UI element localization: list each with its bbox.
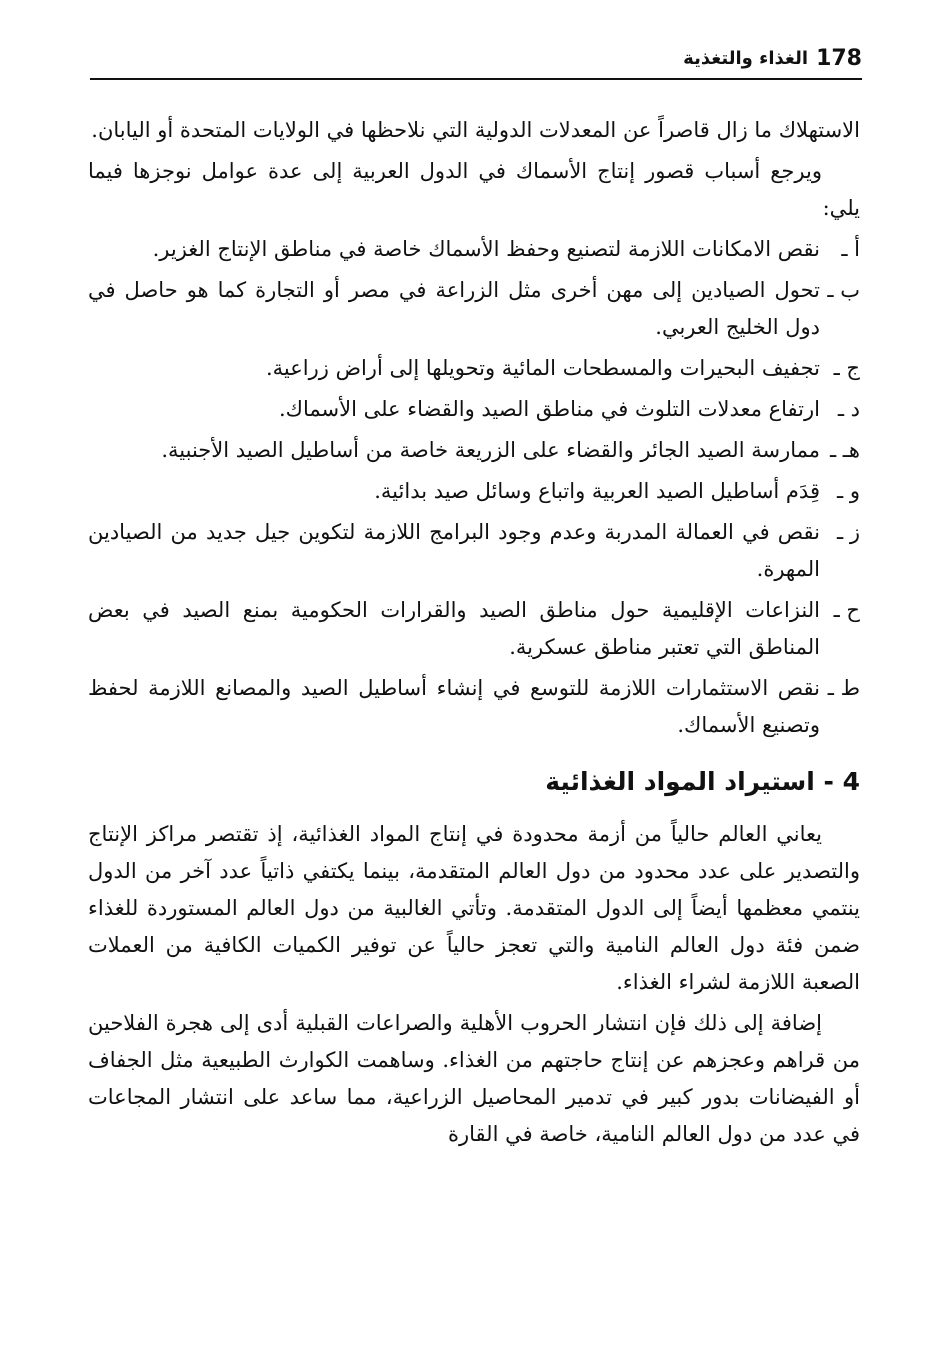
list-item <box>88 514 860 588</box>
list-marker: هـ ـ <box>829 438 860 462</box>
list-item-text: نقص الامكانات اللازمة لتصنيع وحفظ الأسماك خاصة في مناطق الإنتاج الغزير. <box>152 237 820 261</box>
list-item <box>88 592 860 666</box>
list-item-text: ممارسة الصيد الجائر والقضاء على الزريعة خاصة من أساطيل الصيد الأجنبية. <box>161 438 820 462</box>
list-item-text: قِدَم أساطيل الصيد العربية واتباع وسائل صيد بدائية. <box>374 479 820 503</box>
list-item <box>88 473 860 510</box>
list-item <box>88 391 860 428</box>
section-heading <box>88 762 860 802</box>
list-marker: ح ـ <box>833 598 860 622</box>
list-marker: د ـ <box>837 397 860 421</box>
list-item-text: النزاعات الإقليمية حول مناطق الصيد والقرارات الحكومية بمنع الصيد في بعض المناطق التي تعتبر مناطق عسكرية. <box>88 598 820 659</box>
list-item <box>88 670 860 744</box>
continuation-paragraph: الاستهلاك ما زال قاصراً عن المعدلات الدولية التي نلاحظها في الولايات المتحدة أو اليابان. <box>91 118 860 142</box>
page-number: 178 <box>816 46 862 71</box>
list-marker: ز ـ <box>837 520 860 544</box>
list-item <box>88 432 860 469</box>
list-item <box>88 231 860 268</box>
list-marker: ب ـ <box>827 278 860 302</box>
body-paragraph: إضافة إلى ذلك فإن انتشار الحروب الأهلية والصراعات القبلية أدى إلى هجرة الفلاحين من قراهم وعجزهم عن إنتاج حاجتهم من الغذاء. وساهمت الكوارث الطبيعية مثل الجفاف أو الفيضانات بدور كبير في تدمير المحاصيل الزراعية، مما ساعد على انتشار المجاعات في عدد من دول العالم النامية، خاصة في القارة <box>88 1011 860 1146</box>
running-header <box>90 44 862 80</box>
list-marker: ج ـ <box>833 356 860 380</box>
list-item-text: تحول الصيادين إلى مهن أخرى مثل الزراعة في مصر أو التجارة كما هو حاصل في دول الخليج العربي. <box>88 278 820 339</box>
list-item <box>88 272 860 346</box>
list-marker: أ ـ <box>841 237 860 261</box>
list-item-text: تجفيف البحيرات والمسطحات المائية وتحويلها إلى أراض زراعية. <box>265 356 820 380</box>
running-title: الغذاء والتغذية <box>683 48 808 69</box>
reasons-lead-paragraph: ويرجع أسباب قصور إنتاج الأسماك في الدول العربية إلى عدة عوامل نوجزها فيما يلي: <box>88 159 860 220</box>
section-number: 4 - <box>823 767 860 796</box>
reasons-list <box>88 231 860 744</box>
section-title: استيراد المواد الغذائية <box>545 767 815 796</box>
list-marker: ط ـ <box>827 676 860 700</box>
list-item-text: نقص الاستثمارات اللازمة للتوسع في إنشاء أساطيل الصيد والمصانع اللازمة لحفظ وتصنيع الأسماك. <box>88 676 820 737</box>
list-item-text: ارتفاع معدلات التلوث في مناطق الصيد والقضاء على الأسماك. <box>278 397 820 421</box>
body-paragraph: يعاني العالم حالياً من أزمة محدودة في إنتاج المواد الغذائية، إذ تقتصر مراكز الإنتاج والتصدير على عدد محدود من دول العالم المتقدمة، بينما يكتفي ذاتياً عدد آخر من الدول ينتمي معظمها أيضاً إلى الدول المتقدمة. وتأتي الغالبية من دول العالم المستوردة للغذاء ضمن فئة دول العالم النامية والتي تعجز حالياً عن توفير الكميات الكافية من العملات الصعبة اللازمة لشراء الغذاء. <box>88 822 860 994</box>
page-content <box>88 112 860 1157</box>
list-marker: و ـ <box>837 479 860 503</box>
list-item-text: نقص في العمالة المدربة وعدم وجود البرامج اللازمة لتكوين جيل جديد من الصيادين المهرة. <box>88 520 820 581</box>
list-item <box>88 350 860 387</box>
